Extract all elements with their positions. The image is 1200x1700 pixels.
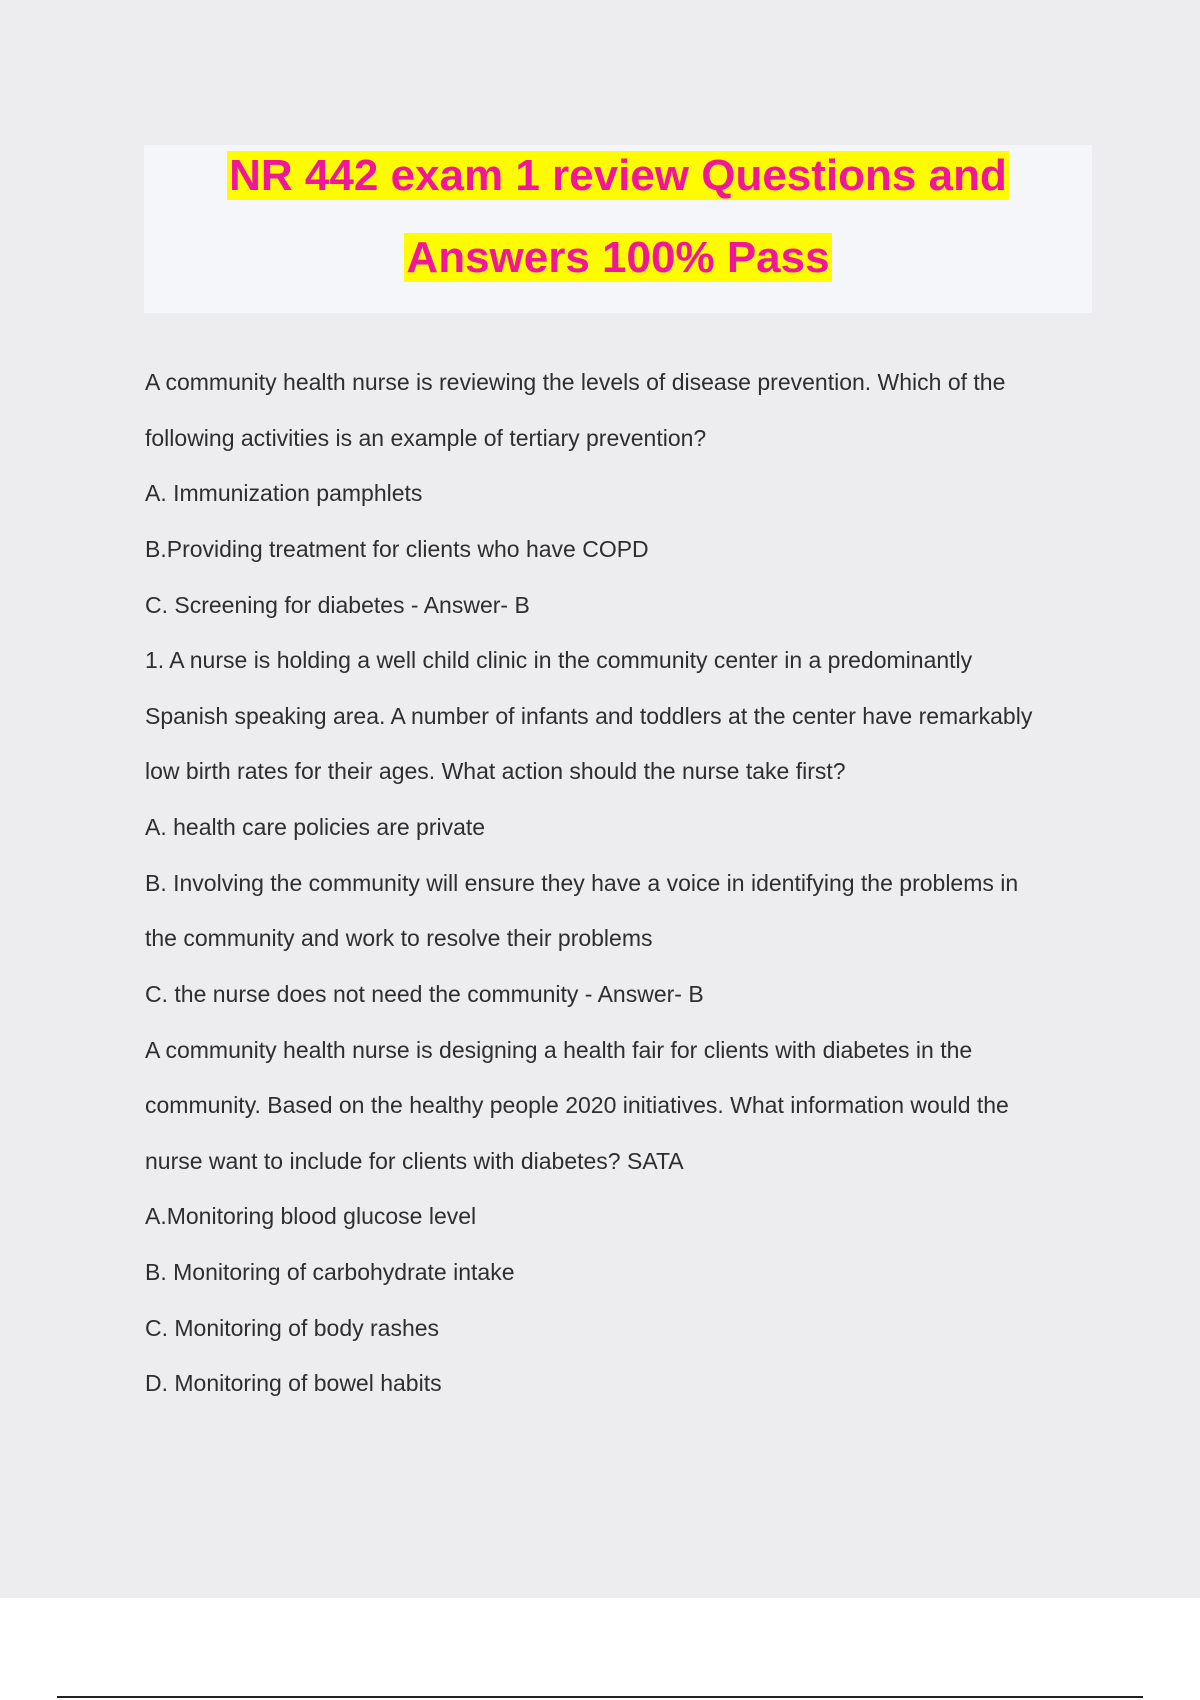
- body-line: the community and work to resolve their problems: [145, 925, 653, 951]
- title-highlight-1: NR 442 exam 1 review Questions and: [229, 151, 1007, 200]
- body-line: 1. A nurse is holding a well child clinic in the community center in a predominantly: [145, 647, 973, 673]
- answer-option: B.Providing treatment for clients who have COPD: [145, 536, 649, 562]
- body-line: community. Based on the healthy people 2020 initiatives. What information would the: [145, 1092, 1009, 1118]
- footer-divider: [57, 1696, 1143, 1698]
- answer-option: B. Involving the community will ensure they have a voice in identifying the problems in: [145, 870, 1019, 896]
- answer-option: C. Screening for diabetes - Answer- B: [145, 592, 530, 618]
- document-title-line-1: [144, 149, 1092, 203]
- answer-option: B. Monitoring of carbohydrate intake: [145, 1259, 515, 1285]
- body-line: following activities is an example of tertiary prevention?: [145, 425, 707, 451]
- answer-option: A.Monitoring blood glucose level: [145, 1203, 477, 1229]
- answer-option: A. health care policies are private: [145, 814, 486, 840]
- answer-option: C. Monitoring of body rashes: [145, 1315, 440, 1341]
- body-line: nurse want to include for clients with diabetes? SATA: [145, 1148, 684, 1174]
- answer-option: C. the nurse does not need the community - Answer- B: [145, 981, 704, 1007]
- body-line: low birth rates for their ages. What action should the nurse take first?: [145, 758, 846, 784]
- body-line: A community health nurse is designing a health fair for clients with diabetes in the: [145, 1037, 973, 1063]
- title-highlight-2: Answers 100% Pass: [406, 233, 830, 282]
- answer-option: A. Immunization pamphlets: [145, 480, 423, 506]
- answer-option: D. Monitoring of bowel habits: [145, 1370, 442, 1396]
- title-box: [144, 145, 1092, 313]
- document-title-line-2: [144, 231, 1092, 285]
- body-line: Spanish speaking area. A number of infants and toddlers at the center have remarkably: [145, 703, 1033, 729]
- body-line: A community health nurse is reviewing the levels of disease prevention. Which of the: [145, 369, 1006, 395]
